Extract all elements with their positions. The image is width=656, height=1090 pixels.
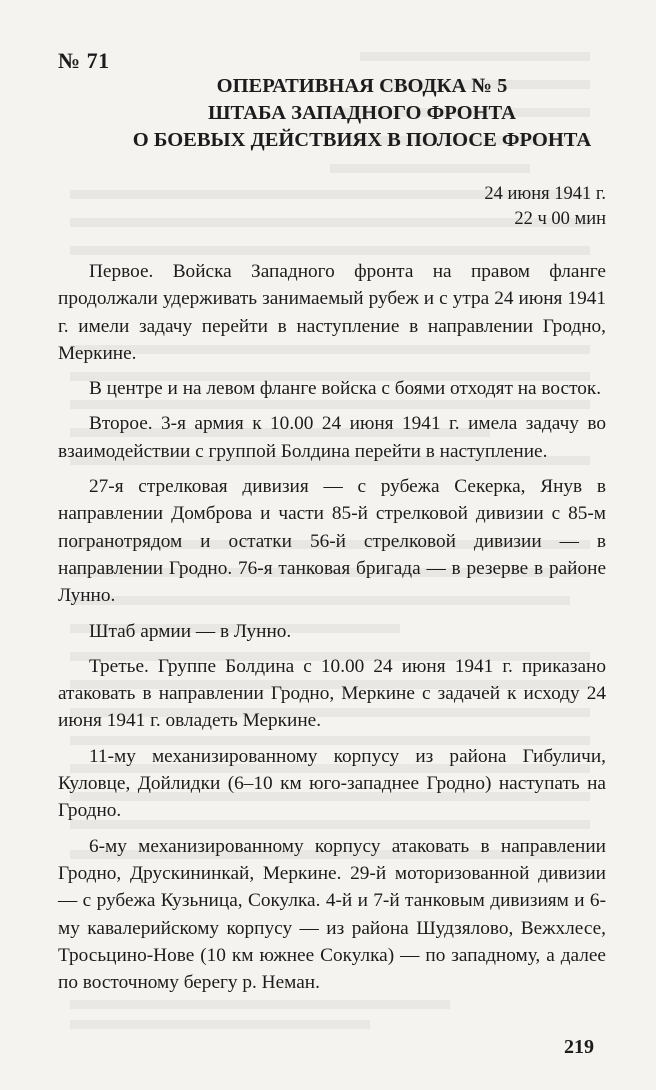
- paragraph: Третье. Группе Болдина с 10.00 24 июня 1941 г. приказано атаковать в направлении Гродно, Меркине с задачей к исходу 24 июня 1941 г. овладеть Меркине.: [58, 655, 606, 732]
- date-block: [484, 182, 606, 232]
- paragraph: Первое. Войска Западного фронта на правом фланге продолжали удерживать занимаемый рубеж и с утра 24 июня 1941 г. имели задачу перейти в наступление в направлении Гродно, Меркине.: [58, 261, 606, 364]
- paragraph: Второе. 3-я армия к 10.00 24 июня 1941 г. имела задачу во взаимодействии с группой Болдина перейти в наступление.: [58, 413, 606, 462]
- document-title: [118, 73, 606, 154]
- paragraph: 6-му механизированному корпусу атаковать в направлении Гродно, Друскининкай, Меркине. 29-й моторизованной дивизии — с рубежа Кузьница, Сокулка. 4-й и 7-й танковым дивизиям и 6-му кавалерийскому корпусу — из района Шудзялово, Вежхлесе, Тросьцино-Нове (10 км южнее Сокулка) — по западному, а далее по восточному берегу р. Неман.: [58, 835, 606, 994]
- title-line: ОПЕРАТИВНАЯ СВОДКА № 5: [216, 75, 508, 97]
- title-line: ШТАБА ЗАПАДНОГО ФРОНТА: [207, 102, 516, 124]
- paragraph: В центре и на левом фланге войска с боями отходят на восток.: [89, 378, 602, 400]
- paragraph: Штаб армии — в Лунно.: [89, 620, 292, 642]
- paragraph: 11-му механизированному корпусу из района Гибуличи, Куловце, Дойлидки (6–10 км юго-западнее Гродно) наступать на Гродно.: [58, 745, 606, 822]
- document-date: 24 июня 1941 г.: [484, 184, 606, 204]
- paragraph: 27-я стрелковая дивизия — с рубежа Секерка, Янув в направлении Домброва и части 85-й стрелковой дивизии с 85-м погранотрядом и остатки 56-й стрелковой дивизии — в направлении Гродно. 76-я танковая бригада — в резерве в районе Лунно.: [58, 476, 606, 607]
- page-number: 219: [564, 1036, 594, 1058]
- document-number: № 71: [58, 48, 110, 73]
- body-text: [58, 258, 606, 1004]
- title-line: О БОЕВЫХ ДЕЙСТВИЯХ В ПОЛОСЕ ФРОНТА: [132, 129, 592, 151]
- document-time: 22 ч 00 мин: [514, 209, 606, 229]
